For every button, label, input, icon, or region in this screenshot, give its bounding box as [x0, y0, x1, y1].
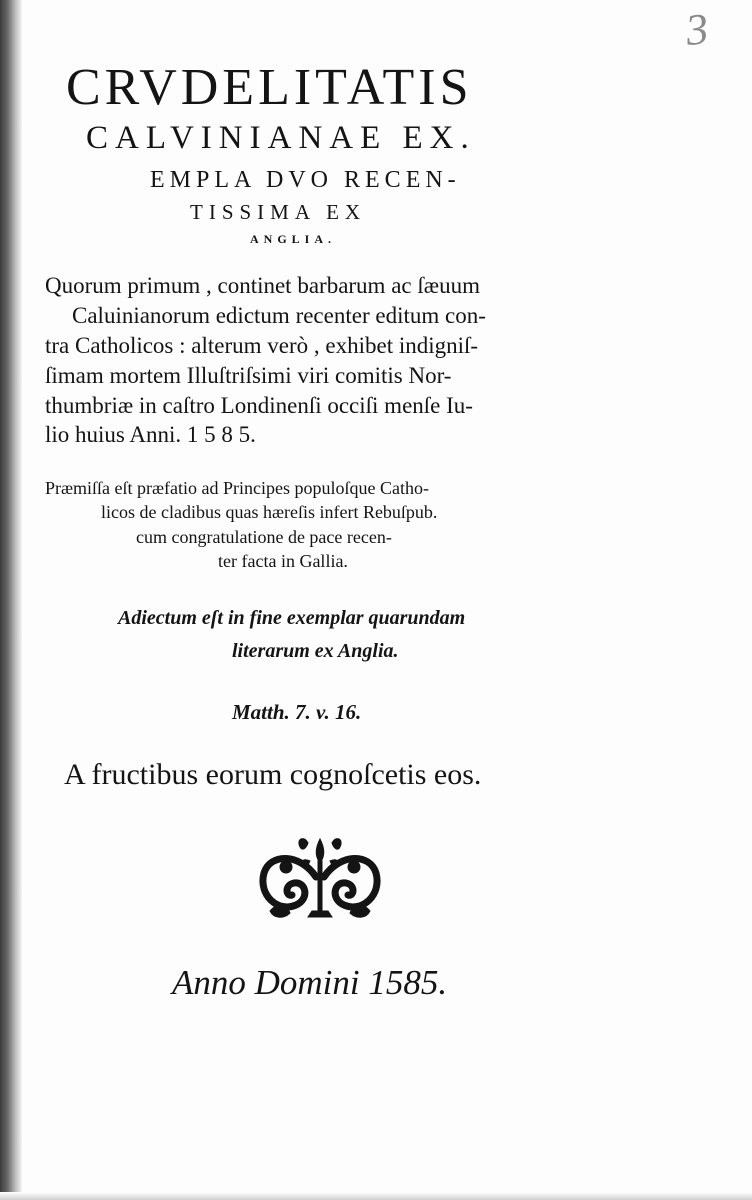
- preface-line: licos de cladibus quas hæreſis infert Rebuſpub.: [101, 502, 438, 522]
- description-line: Caluinianorum edictum recenter editum con-: [72, 303, 486, 328]
- scripture-quotation: A fructibus eorum cognoſcetis eos.: [64, 758, 482, 791]
- description-line: lio huius Anni. 1 5 8 5.: [45, 422, 256, 447]
- title-line-5: ANGLIA.: [250, 232, 337, 246]
- page-bottom-edge: [0, 1192, 752, 1200]
- scripture-citation: Matth. 7. v. 16.: [232, 700, 362, 724]
- imprint-date: Anno Domini 1585.: [172, 963, 448, 1002]
- addendum-line: Adiectum eſt in fine exemplar quarundam: [118, 607, 466, 629]
- description-line: tra Catholicos : alterum verò , exhibet indigniſ-: [45, 333, 479, 358]
- preface-line: cum congratulatione de pace recen-: [136, 527, 392, 547]
- title-line-3: EMPLA DVO RECEN-: [150, 167, 461, 193]
- description-line: ſimam mortem Illuſtriſsimi viri comitis Nor-: [45, 363, 452, 388]
- preface-line: ter facta in Gallia.: [218, 551, 348, 571]
- preface-line: Præmiſſa eſt præfatio ad Principes populoſque Catho-: [45, 478, 429, 498]
- handwritten-page-number: 3: [683, 3, 711, 56]
- title-line-2: CALVINIANAE EX.: [86, 120, 476, 156]
- description-line: Quorum primum , continet barbarum ac ſæuum: [45, 273, 480, 298]
- addendum-line: literarum ex Anglia.: [232, 640, 399, 662]
- printers-ornament-icon: [256, 833, 384, 925]
- binding-edge: [0, 0, 22, 1200]
- title-line-1: CRVDELITATIS: [66, 59, 473, 116]
- description-line: thumbriæ in caſtro Londinenſi occiſi menſe Iu-: [45, 393, 473, 418]
- title-line-4: TISSIMA EX: [190, 200, 367, 224]
